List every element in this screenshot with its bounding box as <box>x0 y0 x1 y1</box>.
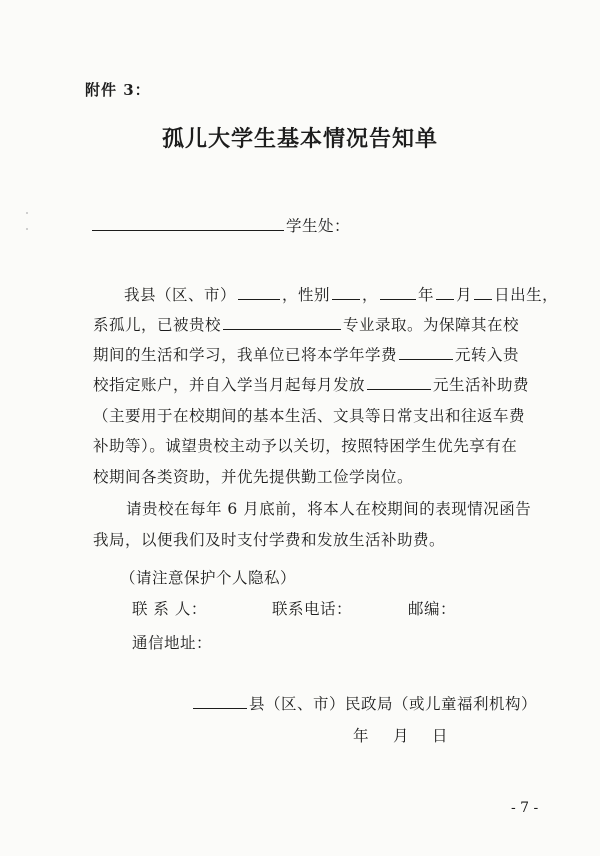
name-blank <box>238 285 280 300</box>
text-segment: 日出生， <box>494 286 559 304</box>
body-line-7: 校期间各类资助，并优先提供勤工俭学岗位。 <box>93 468 414 486</box>
contact-person-label: 联 系 人： <box>132 600 207 618</box>
privacy-note: （请注意保护个人隐私） <box>120 569 297 587</box>
contact-phone-label: 联系电话： <box>272 600 353 618</box>
text-segment: 我县（区、市） <box>124 286 237 304</box>
gender-blank <box>332 285 360 300</box>
allowance-blank <box>367 375 431 390</box>
text-segment: 元生活补助费 <box>433 376 530 394</box>
postcode-label: 邮编： <box>408 600 457 618</box>
body-line-1 <box>124 283 558 305</box>
addressee-suffix: 学生处： <box>286 217 351 235</box>
tuition-blank <box>399 345 453 360</box>
text-segment: 月 <box>456 286 473 304</box>
signature-month: 月 <box>393 727 410 745</box>
signature-org: 县（区、市）民政局（或儿童福利机构） <box>249 695 538 713</box>
text-segment: 专业录取。为保障其在校 <box>343 316 520 334</box>
month-blank <box>436 285 454 300</box>
text-segment: 年 <box>418 286 435 304</box>
text-segment: 期间的生活和学习，我单位已将本学年学费 <box>93 346 398 364</box>
scan-speck <box>26 228 28 230</box>
page-number: - 7 - <box>511 800 539 816</box>
body-line-4 <box>93 373 529 395</box>
text-segment: 元转入贵 <box>455 346 520 364</box>
body-line-6: 补助等）。诚望贵校主动予以关切，按照特困学生优先享有在 <box>93 437 518 455</box>
year-blank <box>380 285 416 300</box>
body-line-8: 请贵校在每年 6 月底前，将本人在校期间的表现情况函告 <box>126 500 532 518</box>
text-segment: 校指定账户，并自入学当月起每月发放 <box>93 376 366 394</box>
signature-year: 年 <box>353 727 370 745</box>
document-title: 孤儿大学生基本情况告知单 <box>161 126 438 152</box>
day-blank <box>474 285 492 300</box>
school-name-blank <box>92 216 284 231</box>
body-line-3 <box>93 343 519 365</box>
scan-speck <box>26 212 28 214</box>
signature-day: 日 <box>432 727 449 745</box>
text-segment: 系孤儿，已被贵校 <box>93 316 222 334</box>
county-blank <box>193 694 247 709</box>
address-label: 通信地址： <box>132 634 213 652</box>
body-line-9: 我局，以便我们及时支付学费和发放生活补助费。 <box>93 531 446 549</box>
body-line-2 <box>93 313 519 335</box>
addressee-line <box>92 214 350 236</box>
body-line-5: （主要用于在校期间的基本生活、文具等日常支出和往返车费 <box>93 407 526 425</box>
text-segment: ，性别 <box>282 286 331 304</box>
signature-org-line <box>193 692 537 714</box>
text-segment: ， <box>362 286 379 304</box>
attachment-label: 附件 3： <box>85 81 151 99</box>
major-blank <box>223 315 341 330</box>
